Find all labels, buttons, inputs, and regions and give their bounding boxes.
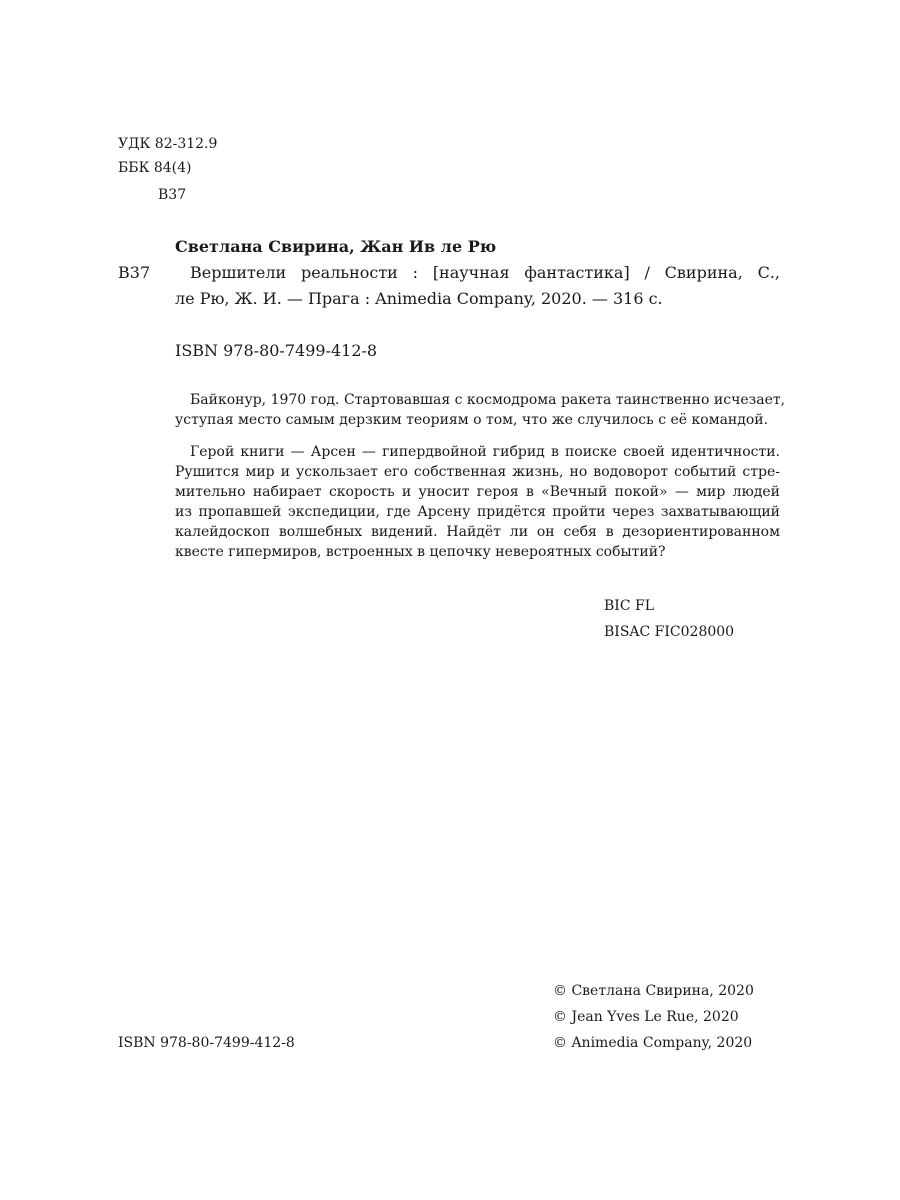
annotation-line: Байконур, 1970 год. Стартовавшая с космодрома ракета таинственно исчезает, [190,392,786,408]
copyright-line-1: © Светлана Свирина, 2020 [553,983,754,999]
annotation-line: Рушится мир и ускользает его собственная жизнь, но водоворот событий стре- [175,464,780,480]
udk-code: УДК 82-312.9 [118,136,218,152]
annotation-line: уступая место самым дерзким теориям о том, что же случилось с её командой. [175,412,769,428]
bic-code: BIC FL [604,598,654,614]
isbn-main: ISBN 978-80-7499-412-8 [175,341,378,360]
annotation-line: калейдоскоп волшебных видений. Найдёт ли он себя в дезориентированном [175,524,780,540]
authors-heading: Светлана Свирина, Жан Ив ле Рю [175,237,497,256]
copyright-line-3: © Animedia Company, 2020 [553,1035,753,1051]
bbk-code: ББК 84(4) [118,160,192,176]
bibliographic-title-line-1: Вершители реальности : [научная фантастика] / Свирина, С., [190,263,780,282]
annotation-line: мительно набирает скорость и уносит героя в «Вечный покой» — мир людей [175,484,780,500]
annotation-paragraph-2 [175,442,780,562]
annotation-paragraph-1 [175,390,786,430]
annotation-line: Герой книги — Арсен — гипердвойной гибрид в поиске своей идентичности. [190,444,780,460]
bisac-code: BISAC FIC028000 [604,624,735,640]
cutter-code: В37 [118,263,151,282]
copyright-line-2: © Jean Yves Le Rue, 2020 [553,1009,739,1025]
annotation-line: из пропавшей экспедиции, где Арсену придётся пройти через захватывающий [175,504,780,520]
cutter-code-top: В37 [158,187,187,203]
isbn-footer: ISBN 978-80-7499-412-8 [118,1035,295,1051]
bibliographic-title-line-2: ле Рю, Ж. И. — Прага : Animedia Company, 2020. — 316 с. [175,289,663,308]
annotation-line: квесте гипермиров, встроенных в цепочку невероятных событий? [175,544,666,560]
